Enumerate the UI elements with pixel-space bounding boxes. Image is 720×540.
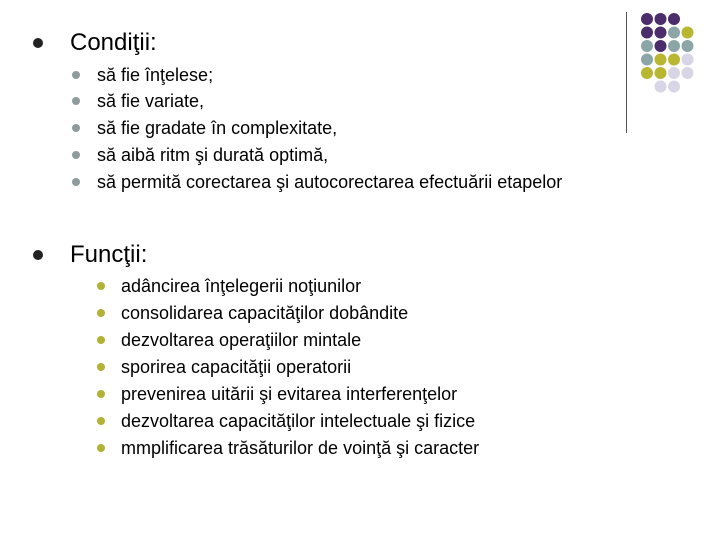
decorative-dot (668, 67, 680, 79)
decorative-dot (655, 13, 667, 25)
decorative-dot (668, 54, 680, 66)
list-bullet (72, 71, 80, 79)
list-bullet (97, 309, 105, 317)
list-item: prevenirea uitării şi evitarea interferenţelor (121, 384, 458, 404)
decorative-dot (655, 40, 667, 52)
list-item: să fie gradate în complexitate, (97, 118, 338, 138)
list-item: să aibă ritm şi durată optimă, (97, 145, 329, 165)
list-bullet (72, 178, 80, 186)
decorative-dot (641, 40, 653, 52)
section-heading-conditii: Condiţii: (70, 29, 157, 56)
decorative-dot (641, 13, 653, 25)
decorative-dot (655, 27, 667, 39)
decorative-dot (655, 67, 667, 79)
list-item: dezvoltarea operaţiilor mintale (121, 330, 362, 350)
decorative-dot (668, 13, 680, 25)
list-item: să permită corectarea şi autocorectarea efectuării etapelor (97, 172, 563, 192)
decorative-dot (668, 27, 680, 39)
list-bullet (97, 417, 105, 425)
list-item: dezvoltarea capacităţilor intelectuale şi fizice (121, 411, 476, 431)
list-bullet (72, 97, 80, 105)
list-item: sporirea capacităţii operatorii (121, 357, 352, 377)
list-item: adâncirea înţelegerii noţiunilor (121, 276, 362, 296)
list-item: să fie înţelese; (97, 65, 214, 85)
list-bullet (97, 336, 105, 344)
decorative-dot (668, 40, 680, 52)
divider-line (626, 12, 627, 133)
decorative-dot (641, 54, 653, 66)
section-bullet (33, 38, 43, 48)
section-bullet (33, 250, 43, 260)
decorative-dot (655, 81, 667, 93)
decorative-dot (682, 40, 694, 52)
list-bullet (97, 363, 105, 371)
decorative-dot (641, 27, 653, 39)
list-bullet (72, 124, 80, 132)
decorative-dot (682, 27, 694, 39)
list-item: mmplificarea trăsăturilor de voinţă şi caracter (121, 438, 480, 458)
list-bullet (72, 151, 80, 159)
list-bullet (97, 282, 105, 290)
decorative-dot (682, 67, 694, 79)
decorative-dot (668, 81, 680, 93)
decorative-dot (682, 54, 694, 66)
list-item: consolidarea capacităţilor dobândite (121, 303, 409, 323)
decorative-dot (655, 54, 667, 66)
list-bullet (97, 444, 105, 452)
section-heading-functii: Funcţii: (70, 241, 148, 268)
list-bullet (97, 390, 105, 398)
list-item: să fie variate, (97, 91, 205, 111)
decorative-dot (641, 67, 653, 79)
